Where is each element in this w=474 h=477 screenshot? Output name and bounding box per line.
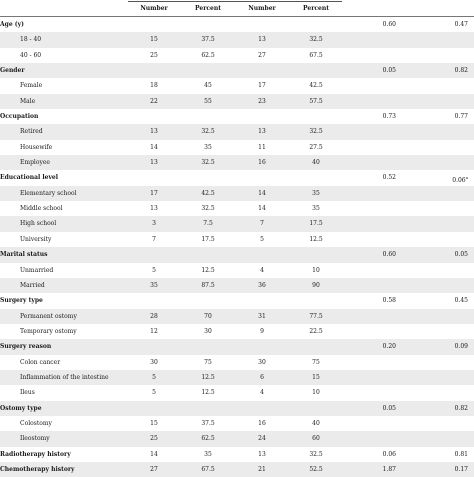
cell-p-value-1: 0.60 (382, 251, 396, 259)
row-label: Ileostomy (20, 435, 50, 443)
cell-percent-1: 32.5 (201, 205, 215, 213)
cell-p-value-2: 0.09 (454, 343, 468, 351)
cell-percent-1: 67.5 (201, 465, 215, 473)
table-row (0, 309, 474, 324)
cell-percent-1: 12.5 (201, 389, 215, 397)
cell-number-1: 15 (150, 36, 158, 44)
cell-p-value-1: 0.05 (382, 67, 396, 75)
cell-number-1: 5 (152, 389, 156, 397)
table-group-row (0, 170, 474, 185)
cell-p-value-1: 0.20 (382, 343, 396, 351)
cell-percent-2: 22.5 (309, 327, 323, 335)
cell-percent-2: 10 (312, 266, 320, 274)
row-label: Radiotherapy history (0, 450, 71, 458)
table-group-row (0, 401, 474, 416)
row-label: 40 - 60 (20, 51, 42, 59)
row-label: Housewife (20, 143, 53, 151)
row-label: Employee (20, 159, 50, 167)
row-label: Age (y) (0, 21, 24, 28)
row-label: University (20, 235, 52, 243)
cell-number-1: 25 (150, 51, 158, 59)
cell-percent-2: 40 (312, 159, 320, 167)
cell-number-1: 13 (150, 205, 158, 213)
table-row (0, 32, 474, 47)
cell-percent-2: 67.5 (309, 51, 323, 59)
table-row (0, 216, 474, 231)
row-label: Female (20, 82, 43, 90)
cell-p-value-1: 0.06 (382, 450, 396, 458)
cell-percent-1: 37.5 (201, 419, 215, 427)
table-group-row (0, 109, 474, 124)
table-row (0, 355, 474, 370)
row-label: 18 - 40 (20, 36, 42, 44)
cell-percent-2: 60 (312, 435, 320, 443)
cell-number-2: 4 (260, 266, 264, 274)
cell-percent-2: 10 (312, 389, 320, 397)
cell-number-2: 30 (258, 358, 266, 366)
cell-number-1: 18 (150, 82, 158, 90)
cell-percent-2: 27.5 (309, 143, 323, 151)
cell-percent-2: 52.5 (309, 465, 323, 473)
table-row (0, 370, 474, 385)
cell-number-1: 35 (150, 281, 158, 289)
row-label: Permanent ostomy (20, 312, 77, 320)
table-row (0, 385, 474, 400)
cell-number-2: 36 (258, 281, 266, 289)
cell-p-value-1: 0.58 (382, 297, 396, 305)
cell-percent-1: 35 (204, 450, 212, 458)
row-label: Ostomy type (0, 404, 42, 412)
row-label: Ileus (20, 389, 35, 397)
cell-number-2: 6 (260, 373, 264, 381)
cell-percent-2: 75 (312, 358, 320, 366)
row-label: Marital status (0, 251, 48, 259)
cell-percent-1: 12.5 (201, 266, 215, 274)
cell-percent-1: 37.5 (201, 36, 215, 44)
table-row (0, 431, 474, 446)
cell-p-value-2 (428, 170, 468, 185)
table-row (0, 232, 474, 247)
cell-number-2: 27 (258, 51, 266, 59)
cell-percent-2: 90 (312, 281, 320, 289)
cell-percent-1: 55 (204, 97, 212, 105)
cell-number-2: 5 (260, 235, 264, 243)
p-value-text: 0.06 (452, 177, 466, 185)
cell-percent-1: 75 (204, 358, 212, 366)
cell-percent-2: 77.5 (309, 312, 323, 320)
cell-percent-1: 17.5 (201, 235, 215, 243)
row-label: Temporary ostomy (20, 327, 77, 335)
row-label: Unmarried (20, 266, 54, 274)
cell-percent-1: 12.5 (201, 373, 215, 381)
cell-p-value-1: 0.60 (382, 21, 396, 28)
table-row (0, 278, 474, 293)
cell-percent-2: 35 (312, 189, 320, 197)
cell-number-2: 16 (258, 419, 266, 427)
cell-number-2: 14 (258, 205, 266, 213)
cell-percent-1: 7.5 (203, 220, 213, 228)
cell-number-1: 14 (150, 143, 158, 151)
cell-percent-2: 15 (312, 373, 320, 381)
table-group-row (0, 247, 474, 262)
row-label: Occupation (0, 113, 39, 121)
cell-percent-2: 12.5 (309, 235, 323, 243)
cell-p-value-2: 0.82 (454, 404, 468, 412)
cell-number-1: 13 (150, 159, 158, 167)
table-row (0, 94, 474, 109)
cell-percent-1: 45 (204, 82, 212, 90)
cell-percent-2: 42.5 (309, 82, 323, 90)
cell-p-value-2: 0.17 (454, 465, 468, 473)
cell-percent-1: 42.5 (201, 189, 215, 197)
cell-number-2: 13 (258, 450, 266, 458)
cell-percent-1: 32.5 (201, 128, 215, 136)
cell-percent-1: 62.5 (201, 51, 215, 59)
cell-number-1: 12 (150, 327, 158, 335)
table-group-row (0, 447, 474, 462)
cell-number-2: 17 (258, 82, 266, 90)
row-label: Chemotherapy history (0, 465, 75, 473)
cell-p-value-1: 0.05 (382, 404, 396, 412)
cell-number-1: 28 (150, 312, 158, 320)
header-percent-1: Percent (195, 5, 221, 12)
table-group-row (0, 339, 474, 354)
cell-number-2: 7 (260, 220, 264, 228)
table-header (0, 0, 474, 17)
row-label: Surgery reason (0, 343, 52, 351)
cell-percent-2: 17.5 (309, 220, 323, 228)
cell-number-1: 5 (152, 266, 156, 274)
cell-percent-1: 62.5 (201, 435, 215, 443)
cell-percent-2: 32.5 (309, 128, 323, 136)
cell-p-value-2: 0.45 (454, 297, 468, 305)
cell-p-value-2: 0.82 (454, 67, 468, 75)
cell-number-1: 15 (150, 419, 158, 427)
table-row (0, 124, 474, 139)
table-group-row (0, 17, 474, 32)
table-body (0, 17, 474, 477)
cell-p-value-1: 0.73 (382, 113, 396, 121)
cell-p-value-1: 0.52 (382, 174, 396, 182)
cell-number-1: 3 (152, 220, 156, 228)
cell-percent-2: 32.5 (309, 36, 323, 44)
footnote-marker: a (465, 175, 468, 181)
cell-number-2: 14 (258, 189, 266, 197)
cell-number-2: 16 (258, 159, 266, 167)
cell-percent-1: 35 (204, 143, 212, 151)
row-label: Colon cancer (20, 358, 61, 366)
cell-percent-1: 87.5 (201, 281, 215, 289)
cell-number-1: 17 (150, 189, 158, 197)
cell-number-2: 24 (258, 435, 266, 443)
cell-number-2: 21 (258, 465, 266, 473)
cell-number-1: 5 (152, 373, 156, 381)
cell-number-2: 31 (258, 312, 266, 320)
table-row (0, 324, 474, 339)
row-label: High school (20, 220, 57, 228)
cell-number-1: 30 (150, 358, 158, 366)
cell-p-value-2: 0.47 (454, 21, 468, 28)
table-row (0, 186, 474, 201)
table-row (0, 78, 474, 93)
cell-p-value-1: 1.87 (382, 465, 396, 473)
row-label: Middle school (20, 205, 63, 213)
row-label: Inflammation of the intestine (20, 373, 109, 381)
header-percent-2: Percent (303, 5, 329, 12)
table-group-row (0, 63, 474, 78)
cell-percent-1: 32.5 (201, 159, 215, 167)
cell-number-1: 25 (150, 435, 158, 443)
table-group-row (0, 462, 474, 477)
row-label: Retired (20, 128, 43, 136)
cell-number-2: 13 (258, 128, 266, 136)
cell-number-2: 4 (260, 389, 264, 397)
cell-number-1: 13 (150, 128, 158, 136)
header-number-2: Number (248, 5, 276, 12)
table-row (0, 140, 474, 155)
header-number-1: Number (140, 5, 168, 12)
row-label: Elementary school (20, 189, 77, 197)
row-label: Educational level (0, 174, 59, 182)
cell-p-value-2: 0.81 (454, 450, 468, 458)
row-label: Married (20, 281, 45, 289)
cell-percent-2: 32.5 (309, 450, 323, 458)
cell-number-2: 9 (260, 327, 264, 335)
row-label: Colostomy (20, 419, 52, 427)
cell-percent-2: 57.5 (309, 97, 323, 105)
table-row (0, 155, 474, 170)
cell-number-1: 7 (152, 235, 156, 243)
cell-percent-2: 35 (312, 205, 320, 213)
table-row (0, 48, 474, 63)
table-row (0, 263, 474, 278)
cell-number-2: 13 (258, 36, 266, 44)
table-row (0, 416, 474, 431)
cell-number-1: 14 (150, 450, 158, 458)
table-row (0, 201, 474, 216)
cell-p-value-2: 0.05 (454, 251, 468, 259)
header-top-rule (128, 1, 342, 2)
cell-number-1: 22 (150, 97, 158, 105)
row-label: Surgery type (0, 297, 43, 305)
row-label: Gender (0, 67, 25, 75)
cell-p-value-2: 0.77 (454, 113, 468, 121)
cell-number-1: 27 (150, 465, 158, 473)
cell-percent-2: 40 (312, 419, 320, 427)
cell-number-2: 23 (258, 97, 266, 105)
row-label: Male (20, 97, 36, 105)
cell-percent-1: 30 (204, 327, 212, 335)
cell-percent-1: 70 (204, 312, 212, 320)
cell-number-2: 11 (258, 143, 266, 151)
table-group-row (0, 293, 474, 308)
